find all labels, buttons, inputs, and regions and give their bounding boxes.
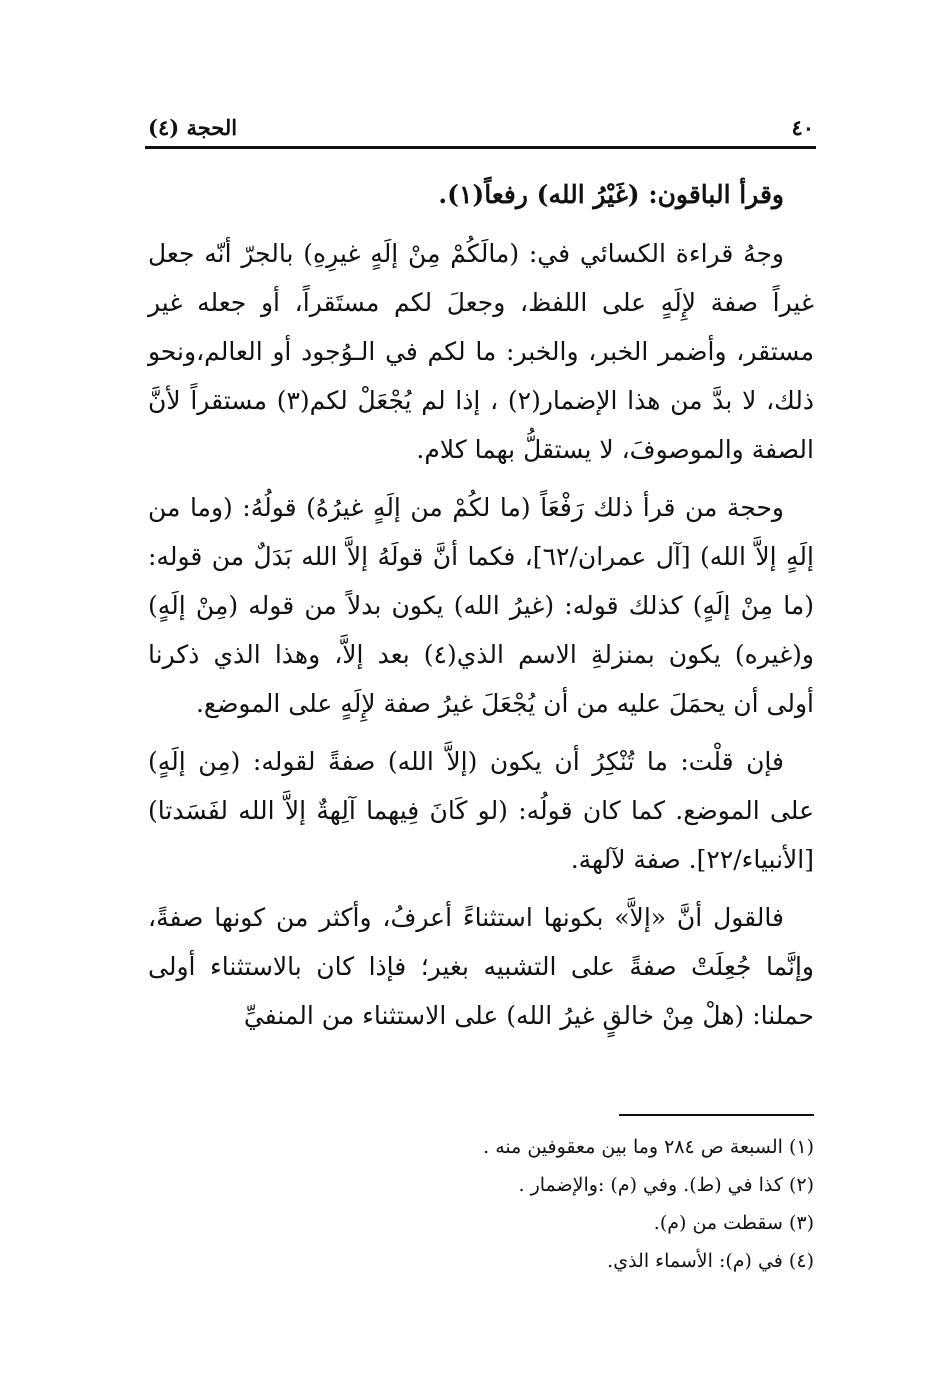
header-rule bbox=[145, 146, 816, 149]
running-title: الحجة (٤) bbox=[148, 115, 238, 140]
main-text bbox=[148, 170, 814, 1049]
paragraph: وجهُ قراءة الكسائي في: (مالَكُمْ مِنْ إلَهٍ غيرِهِ) بالجرّ أنّه جعل غيراً صفة لإِلَهٍ على اللفظ، وجعلَ لكم مستَقراً، أو جعله غير مستقر، وأضمر الخبر، والخبر: ما لكم في الـوُجود أو العالم،ونحو ذلك، لا بدَّ من هذا الإضمار(٢) ، إذا لم يُجْعَلْ لكم(٣) مستقراً لأنَّ الصفة والموصوفَ، لا يستقلُّ بهما كلام. bbox=[148, 239, 815, 464]
footnote: (٤) في (م): الأسماء الذي. bbox=[607, 1250, 814, 1272]
paragraph: وحجة من قرأ ذلك رَفْعَاً (ما لكُمْ من إلَهٍ غيرُهُ) قولُهُ: (وما من إلَهٍ إلاَّ الله) [آل عمران/٦٢]، فكما أنَّ قولَهُ إلاَّ الله بَدَلٌ من قوله: (ما مِنْ إلَهٍ) كذلك قوله: (غيرُ الله) يكون بدلاً من قوله (مِنْ إلَهٍ) و(غيره) يكون بمنزلةِ الاسم الذي(٤) بعد إلاَّ، وهذا الذي ذكرنا أولى أن يحمَلَ عليه من أن يُجْعَلَ غيرُ صفة لإِلَهٍ على الموضع. bbox=[148, 493, 814, 718]
footnote: (٢) كذا في (ط). وفي (م) :والإضمار . bbox=[518, 1174, 814, 1196]
footnote-rule bbox=[619, 1114, 814, 1116]
footnote: (١) السبعة ص ٢٨٤ وما بين معقوفين منه . bbox=[483, 1136, 814, 1158]
footnotes bbox=[148, 1128, 814, 1280]
paragraph: فالقول أنَّ «إلاَّ» بكونها استثناءً أعرفُ، وأكثر من كونها صفةً، وإنَّما جُعِلَتْ صفةً على التشبيه بغير؛ فإذا كان بالاستثناء أولى حملنا: (هلْ مِنْ خالقٍ غيرُ الله) على الاستثناء من المنفيِّ bbox=[148, 903, 814, 1030]
page-header bbox=[148, 96, 814, 140]
footnote: (٣) سقطت من (م). bbox=[653, 1212, 814, 1234]
page-number: ٤٠ bbox=[791, 115, 814, 140]
section-heading: وقرأ الباقون: (غَيْرُ الله) رفعاً(١). bbox=[438, 180, 784, 209]
paragraph: فإن قلْت: ما تُنْكِرُ أن يكون (إلاَّ الله) صفةً لقوله: (مِن إلَهٍ) على الموضع. كما كان قولُه: (لو كَانَ فِيهما آلِهةٌ إلاَّ الله لفَسَدتا) [الأنبياء/٢٢]. صفة لآلهة. bbox=[148, 747, 814, 874]
